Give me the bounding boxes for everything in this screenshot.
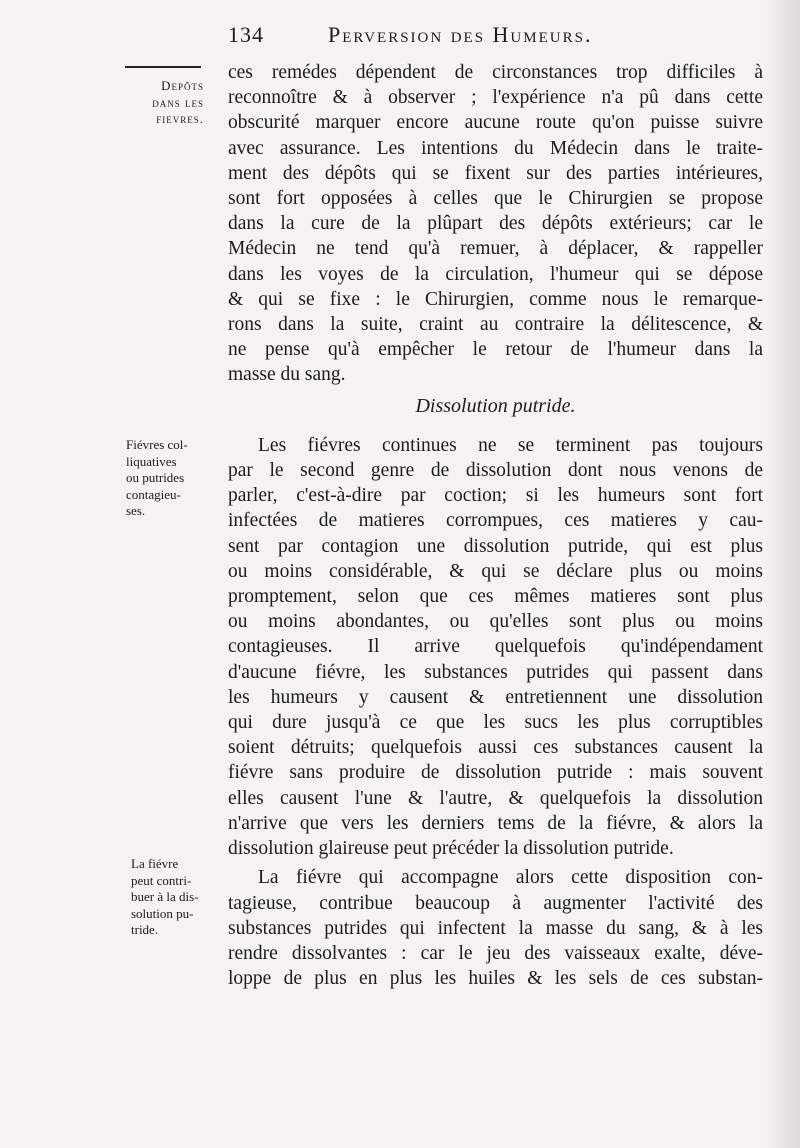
margin-note-line: tride. — [131, 922, 159, 937]
text-line: dans les voyes de la circulation, l'humeur qui se dépose — [228, 263, 763, 285]
running-head: Perversion des Humeurs. — [328, 22, 593, 47]
margin-note-fievres — [126, 437, 218, 520]
text-line: ne pense qu'à empêcher le retour de l'humeur dans la — [228, 339, 763, 361]
text-line: Médecin ne tend qu'à remuer, à déplacer, & rappeller — [228, 238, 763, 260]
text-line: tagieuse, contribue beaucoup à augmenter l'activité des — [228, 892, 763, 914]
text-line: ou moins abondantes, ou qu'elles sont plus ou moins — [228, 611, 763, 633]
text-line: avec assurance. Les intentions du Médecin dans le traite- — [228, 137, 763, 159]
margin-note-line: ou putrides — [126, 470, 185, 485]
margin-note-line: La fiévre — [131, 856, 179, 871]
text-line: substances putrides qui infectent la masse du sang, & à les — [228, 917, 763, 939]
text-line: Les fiévres continues ne se terminent pas toujours — [258, 434, 763, 456]
text-line: elles causent l'une & l'autre, & quelquefois la dissolution — [228, 787, 763, 809]
paragraph-1 — [228, 60, 763, 388]
text-line: rons dans la suite, craint au contraire la délitescence, & — [228, 314, 763, 336]
margin-note-line: dans les — [152, 94, 204, 110]
page-header — [228, 22, 768, 50]
text-line: sont fort opposées à celles que le Chirurgien se propose — [228, 188, 763, 210]
text-line: & qui se fixe : le Chirurgien, comme nous le remarque- — [228, 288, 763, 310]
margin-note-line: Fiévres col- — [126, 437, 188, 452]
text-line: fiévre sans produire de dissolution putride : mais souvent — [228, 762, 763, 784]
text-line: rendre dissolvantes : car le jeu des vaisseaux exalte, déve- — [228, 942, 763, 964]
margin-note-line: peut contri- — [131, 872, 192, 888]
margin-note-line: contagieu- — [126, 486, 181, 502]
text-line: n'arrive que vers les derniers tems de la fiévre, & alors la — [228, 812, 763, 834]
text-line: contagieuses. Il arrive quelquefois qu'indépendament — [228, 636, 763, 658]
text-line: masse du sang. — [228, 364, 346, 386]
margin-note-depots — [112, 78, 204, 128]
text-line: d'aucune fiévre, les substances putrides qui passent dans — [228, 661, 763, 683]
text-line: sent par contagion une dissolution putride, qui est plus — [228, 535, 763, 557]
text-line: dissolution glaireuse peut précéder la dissolution putride. — [228, 838, 674, 860]
margin-note-la-fievre — [131, 856, 223, 939]
text-line: les humeurs y causent & entretiennent une dissolution — [228, 686, 763, 708]
margin-note-line: liquatives — [126, 453, 177, 469]
text-line: qui dure jusqu'à ce que les sucs les plus corruptibles — [228, 712, 763, 734]
margin-note-line: fievres. — [156, 111, 204, 126]
margin-note-line: solution pu- — [131, 905, 194, 921]
text-line: ou moins considérable, & qui se déclare plus ou moins — [228, 560, 763, 582]
text-line: dans la cure de la plûpart des dépôts extérieurs; car le — [228, 213, 763, 235]
margin-rule — [125, 66, 201, 68]
text-line: par le second genre de dissolution dont nous venons de — [228, 460, 763, 482]
text-line: parler, c'est-à-dire par coction; si les humeurs sont fort — [228, 485, 763, 507]
margin-note-line: buer à la dis- — [131, 889, 199, 904]
text-line: infectées de matieres corrompues, ces matieres y cau- — [228, 510, 763, 532]
paragraph-2 — [228, 433, 763, 861]
margin-note-line: ses. — [126, 503, 146, 518]
text-line: soient détruits; quelquefois aussi ces substances causent la — [228, 737, 763, 759]
page-edge-shadow — [764, 0, 800, 1148]
section-title: Dissolution putride. — [415, 394, 576, 417]
text-line: ces remédes dépendent de circonstances trop difficiles à — [228, 62, 763, 83]
text-line: promptement, selon que ces mêmes matieres sont plus — [228, 586, 763, 608]
body-text — [228, 60, 763, 991]
text-line: reconnoître & à observer ; l'expérience n'a pû dans cette — [228, 87, 763, 109]
page-number: 134 — [228, 22, 264, 47]
text-line: ment des dépôts qui se fixent sur des parties intérieures, — [228, 162, 763, 184]
paragraph-3 — [228, 865, 763, 991]
margin-note-line: Depôts — [161, 78, 204, 93]
text-line: loppe de plus en plus les huiles & les sels de ces substan- — [228, 968, 763, 990]
text-line: obscurité marquer encore aucune route qu'on puisse suivre — [228, 112, 763, 134]
text-line: La fiévre qui accompagne alors cette disposition con- — [258, 867, 763, 889]
